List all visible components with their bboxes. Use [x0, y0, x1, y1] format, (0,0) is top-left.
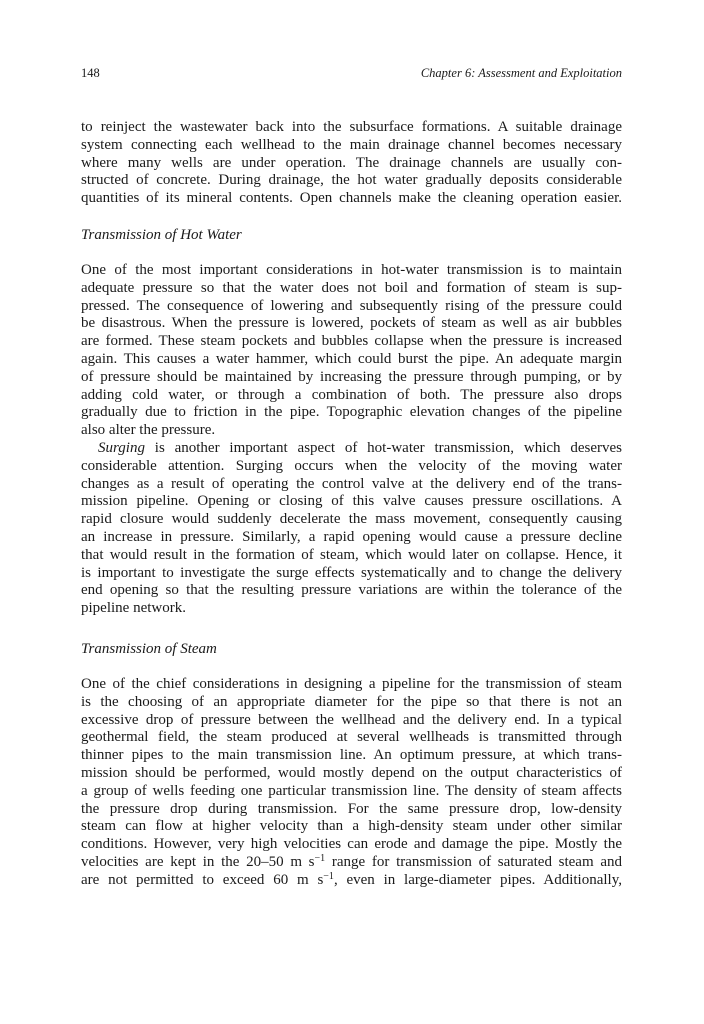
text-line: changes as a result of operating the control valve at the delivery end of the trans-	[81, 475, 622, 492]
text-line: steam can flow at higher velocity than a high-density steam under other similar	[81, 818, 622, 835]
text-line: Surging is another important aspect of hot-water transmission, which deserves	[98, 439, 622, 456]
text-line: thinner pipes to the main transmission line. An optimum pressure, at which trans-	[81, 747, 622, 764]
text-line: structed of concrete. During drainage, the hot water gradually deposits considerable	[81, 172, 622, 189]
text-line: an increase in pressure. Similarly, a rapid opening would cause a pressure decline	[81, 528, 622, 545]
text-line: considerable attention. Surging occurs when the velocity of the moving water	[81, 457, 622, 474]
text-line: rapid closure would suddenly decelerate the mass movement, consequently causing	[81, 511, 622, 528]
text-line: One of the chief considerations in designing a pipeline for the transmission of steam	[81, 676, 622, 692]
text-line: conditions. However, very high velocities can erode and damage the pipe. Mostly the	[81, 836, 622, 853]
superscript: −1	[323, 870, 334, 882]
text-line: end opening so that the resulting pressure variations are within the tolerance of the	[81, 582, 622, 599]
page-header	[81, 66, 622, 82]
text-line: gradually due to friction in the pipe. Topographic elevation changes of the pipeline	[81, 404, 622, 421]
text-line: be disastrous. When the pressure is lowered, pockets of steam as well as air bubbles	[81, 315, 622, 332]
text-line: quantities of its mineral contents. Open channels make the cleaning operation easier.	[81, 190, 622, 207]
text-line: of pressure should be maintained by increasing the pressure through pumping, or by	[81, 368, 622, 385]
text-line: the pressure drop during transmission. For the same pressure drop, low-density	[81, 800, 622, 817]
text-line: to reinject the wastewater back into the subsurface formations. A suitable drainage	[81, 119, 622, 135]
text-line: where many wells are under operation. The drainage channels are usually con-	[81, 154, 622, 171]
text-line: also alter the pressure.	[81, 422, 216, 439]
steam-paragraph-1	[81, 676, 622, 890]
text-line: is the choosing of an appropriate diameter for the pipe so that there is not an	[81, 693, 622, 710]
text-line: geothermal field, the steam produced at several wellheads is transmitted through	[81, 729, 622, 746]
text-line: again. This causes a water hammer, which could burst the pipe. An adequate margin	[81, 350, 622, 367]
text-line: mission pipeline. Opening or closing of this valve causes pressure oscillations. A	[81, 493, 622, 510]
text-line: adequate pressure so that the water does not boil and formation of steam is sup-	[81, 279, 622, 296]
intro-paragraph	[81, 119, 622, 208]
text-line: is important to investigate the surge effects systematically and to change the delivery	[81, 564, 622, 581]
section-heading-steam: Transmission of Steam	[81, 641, 217, 657]
text-line: are not permitted to exceed 60 m $s^{-1}$, even in large-diameter pipes. Additionally,	[81, 870, 622, 888]
text-line: mission should be performed, would mostly depend on the output characteristics of	[81, 764, 622, 781]
text-line: velocities are kept in the 20–50 m $s^{-1}$ range for transmission of saturated steam and	[81, 852, 622, 870]
text-line: pressed. The consequence of lowering and subsequently rising of the pressure could	[81, 297, 622, 314]
section-heading-hot-water: Transmission of Hot Water	[81, 227, 242, 243]
text-line: that would result in the formation of steam, which would later on collapse. Hence, it	[81, 546, 622, 563]
hot-water-paragraph-1	[81, 262, 622, 618]
page-number: 148	[81, 66, 100, 80]
text-line: a group of wells feeding one particular transmission line. The density of steam affects	[81, 782, 622, 799]
text-line: system connecting each wellhead to the main drainage channel becomes necessary	[81, 136, 622, 153]
text-line: are formed. These steam pockets and bubbles collapse when the pressure is increased	[81, 333, 622, 350]
running-head: Chapter 6: Assessment and Exploitation	[420, 66, 622, 80]
superscript: −1	[314, 852, 326, 864]
text-line: pipeline network.	[81, 600, 186, 617]
text-line: One of the most important considerations in hot-water transmission is to maintain	[81, 262, 622, 278]
text-line: excessive drop of pressure between the wellhead and the delivery end. In a typical	[81, 711, 622, 728]
emphasis-surging: Surging	[98, 439, 145, 456]
text-line: adding cold water, or through a combination of both. The pressure also drops	[81, 386, 622, 403]
